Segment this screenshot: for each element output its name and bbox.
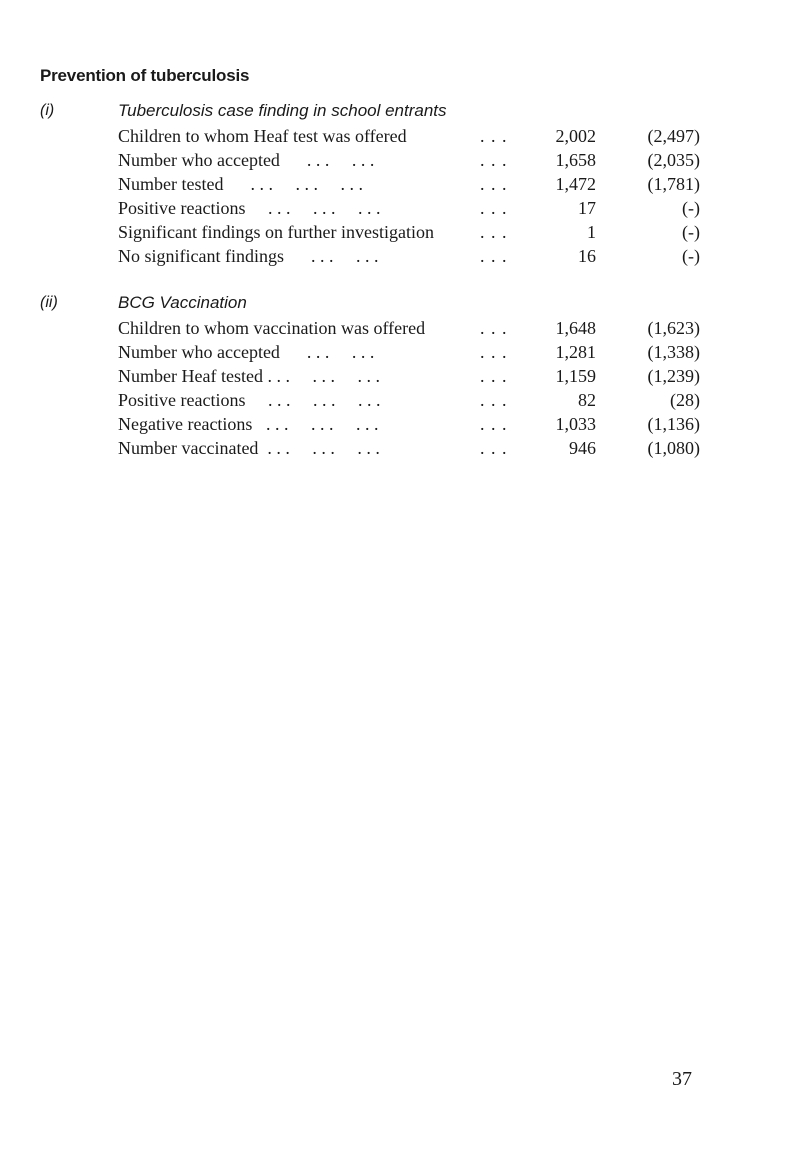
row-value: 1,658 — [555, 150, 596, 170]
row-previous-value: (1,781) — [647, 174, 700, 194]
table-row — [0, 222, 800, 246]
row-previous-value: (1,136) — [647, 414, 700, 434]
row-leader: . . . — [480, 366, 508, 386]
page-heading: Prevention of tuberculosis — [40, 66, 250, 85]
table-row — [0, 246, 800, 270]
row-leader: . . . — [480, 390, 508, 410]
row-previous-value: (1,239) — [647, 366, 700, 386]
row-leader: . . . — [480, 198, 508, 218]
table-row — [0, 342, 800, 366]
table-row — [0, 414, 800, 438]
section-1-title: Tuberculosis case finding in school entrants — [118, 101, 447, 120]
row-previous-value: (2,035) — [647, 150, 700, 170]
row-previous-value: (-) — [682, 198, 700, 218]
table-row — [0, 438, 800, 462]
table-row — [0, 390, 800, 414]
row-previous-value: (-) — [682, 246, 700, 266]
row-label: Significant findings on further investigation — [118, 222, 434, 242]
table-row — [0, 126, 800, 150]
row-leader: . . . — [480, 174, 508, 194]
row-value: 1,281 — [555, 342, 596, 362]
row-value: 17 — [578, 198, 596, 218]
row-label: Children to whom Heaf test was offered — [118, 126, 407, 146]
row-leader: . . . — [480, 246, 508, 266]
row-previous-value: (28) — [670, 390, 700, 410]
row-previous-value: (1,080) — [647, 438, 700, 458]
section-2-number: (ii) — [40, 294, 58, 311]
row-leader: . . . — [480, 438, 508, 458]
row-value: 16 — [578, 246, 596, 266]
row-label: Children to whom vaccination was offered — [118, 318, 426, 338]
page-number: 37 — [672, 1068, 692, 1090]
row-previous-value: (-) — [682, 222, 700, 242]
row-value: 1 — [587, 222, 596, 242]
row-label: Positive reactions . . . . . . . . . — [118, 390, 381, 410]
row-label: No significant findings . . . . . . — [118, 246, 379, 266]
table-row — [0, 318, 800, 342]
row-value: 1,033 — [555, 414, 596, 434]
table-row — [0, 174, 800, 198]
row-leader: . . . — [480, 318, 508, 338]
row-label: Positive reactions . . . . . . . . . — [118, 198, 381, 218]
row-label: Number vaccinated . . . . . . . . . — [118, 438, 380, 458]
row-previous-value: (1,623) — [647, 318, 700, 338]
row-label: Negative reactions . . . . . . . . . — [118, 414, 379, 434]
row-leader: . . . — [480, 150, 508, 170]
row-label: Number Heaf tested . . . . . . . . . — [118, 366, 380, 386]
row-value: 82 — [578, 390, 596, 410]
row-label: Number tested . . . . . . . . . — [118, 174, 363, 194]
table-row — [0, 366, 800, 390]
table-row — [0, 150, 800, 174]
row-label: Number who accepted . . . . . . — [118, 342, 375, 362]
section-2-title: BCG Vaccination — [118, 293, 247, 312]
row-label: Number who accepted . . . . . . — [118, 150, 375, 170]
row-value: 1,472 — [555, 174, 596, 194]
row-leader: . . . — [480, 222, 508, 242]
row-leader: . . . — [480, 414, 508, 434]
row-value: 946 — [569, 438, 596, 458]
row-leader: . . . — [480, 342, 508, 362]
row-value: 1,159 — [555, 366, 596, 386]
row-value: 2,002 — [555, 126, 596, 146]
row-previous-value: (1,338) — [647, 342, 700, 362]
row-value: 1,648 — [555, 318, 596, 338]
table-row — [0, 198, 800, 222]
row-previous-value: (2,497) — [647, 126, 700, 146]
row-leader: . . . — [480, 126, 508, 146]
section-1-number: (i) — [40, 102, 55, 119]
